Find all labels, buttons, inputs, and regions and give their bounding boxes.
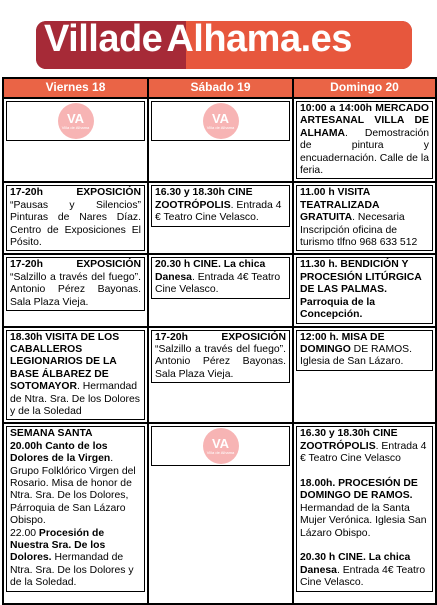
- event-cell: 20.30 h CINE. La chica Danesa. Entrada 4€ Teatro Cine Velasco.: [148, 254, 293, 326]
- event-cell: [148, 423, 293, 604]
- event-cell: [3, 98, 148, 182]
- villa-alhama-logo-icon: VA Villa de Alhama: [203, 103, 239, 139]
- table-row: [3, 423, 436, 604]
- event-cell: 11.30 h. BENDICIÓN Y PROCESIÓN LITÚRGICA DE LAS PALMAS. Parroquia de la Concepción.: [293, 254, 436, 326]
- event-cell: 16.30 y 18.30h CINE ZOOTRÓPOLIS. Entrada 4 € Teatro Cine Velasco 18.00h. PROCESIÓN DE DOMINGO DE RAMOS. Hermandad de la Santa Mujer Verónica. Iglesia San Lázaro Obispo. 20.30 h CINE. La chica Danesa. Entrada 4€ Teatro Cine Velasco.: [293, 423, 436, 604]
- table-row: [3, 98, 436, 182]
- event-cell: SEMANA SANTA 20.00h Canto de los Dolores de la Virgen. Grupo Folklórico Virgen del Rosario. Misa de honor de Ntra. Sra. De los Dolores, Párroquia de San Lázaro Obispo. 22.00 Procesión de Nuestra Sra. De los Dolores. Hermandad de Ntra. Sra. De los Dolores y de la Soledad.: [3, 423, 148, 604]
- events-table: [2, 77, 437, 605]
- event-cell: 18.30h VISITA DE LOS CABALLEROS LEGIONARIOS DE LA BASE ÁLBAREZ DE SOTOMAYOR. Hermandad de Ntra. Sra. De los Dolores y de la Soledad: [3, 327, 148, 424]
- event-cell: 12:00 h. MISA DE DOMINGO DE RAMOS. Iglesia de San Lázaro.: [293, 327, 436, 424]
- event-cell: 17-20h EXPOSICIÓN “Salzillo a través del fuego”. Antonio Pérez Bayonas. Sala Plaza Vieja.: [3, 254, 148, 326]
- event-cell: 17-20h EXPOSICIÓN “Salzillo a través del fuego”. Antonio Pérez Bayonas. Sala Plaza Vieja.: [148, 327, 293, 424]
- table-header-row: [3, 78, 436, 98]
- event-cell: 11.00 h VISITA TEATRALIZADA GRATUITA. Necesaria Inscripción oficina de turismo tlfno 968 633 512: [293, 182, 436, 254]
- event-cell: [148, 98, 293, 182]
- site-logo: [0, 0, 437, 76]
- table-row: [3, 254, 436, 326]
- logo-text: Villade Alhama.es: [44, 18, 352, 60]
- day-header-fri: Viernes 18: [3, 78, 148, 98]
- table-row: [3, 182, 436, 254]
- day-header-sun: Domingo 20: [293, 78, 436, 98]
- villa-alhama-logo-icon: VA Villa de Alhama: [203, 428, 239, 464]
- event-cell: 16.30 y 18.30h CINE ZOOTRÓPOLIS. Entrada 4 € Teatro Cine Velasco.: [148, 182, 293, 254]
- villa-alhama-logo-icon: VA Villa de Alhama: [58, 103, 94, 139]
- day-header-sat: Sábado 19: [148, 78, 293, 98]
- event-cell: 10:00 a 14:00h MERCADO ARTESANAL VILLA DE ALHAMA. Demostración de pintura y encuadernación. Calle de la feria.: [293, 98, 436, 182]
- event-cell: 17-20h EXPOSICIÓN “Pausas y Silencios” Pinturas de Nares Díaz. Centro de Exposiciones El Pósito.: [3, 182, 148, 254]
- table-row: [3, 327, 436, 424]
